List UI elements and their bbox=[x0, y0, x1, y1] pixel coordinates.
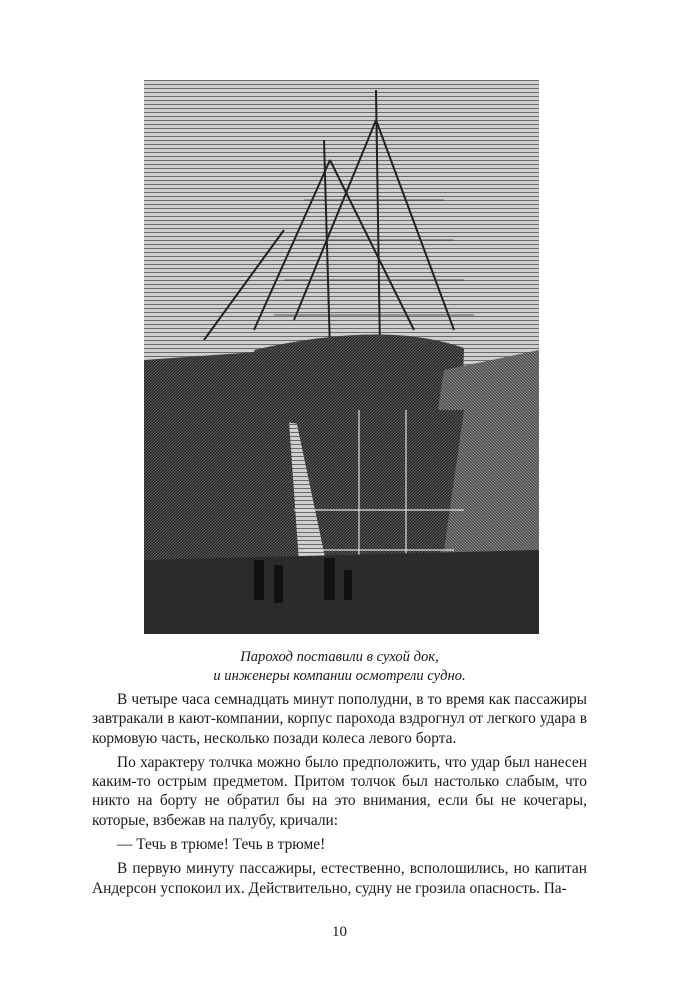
paragraph: В четыре часа семнадцать минут пополудни, в то время как пассажиры завтракали в кают-компании, корпус парохода вздрогнул от легкого удара в кормовую часть, несколько позади колеса левого борта. bbox=[92, 691, 587, 747]
caption-line: и инженеры компании осмотрели судно. bbox=[213, 668, 466, 684]
paragraph: — Течь в трюме! Течь в трюме! bbox=[117, 836, 326, 854]
engraving-image bbox=[144, 80, 539, 634]
figure-caption bbox=[0, 648, 679, 686]
body-text bbox=[92, 690, 587, 898]
caption-line: Пароход поставили в сухой док, bbox=[240, 649, 439, 665]
paragraph: В первую минуту пассажиры, естественно, всполошились, но капитан Андерсон успокоил их. Действительно, судну не грозила опасность. Па- bbox=[92, 860, 587, 897]
paragraph: По характеру толчка можно было предположить, что удар был нанесен каким-то острым предметом. Притом толчок был настолько слабым, что никто на борту не обратил бы на это внимания, если бы не кочегары, которые, взбежав на палубу, кричали: bbox=[92, 753, 587, 829]
page-number: 10 bbox=[332, 924, 347, 940]
ship-illustration bbox=[144, 80, 539, 634]
